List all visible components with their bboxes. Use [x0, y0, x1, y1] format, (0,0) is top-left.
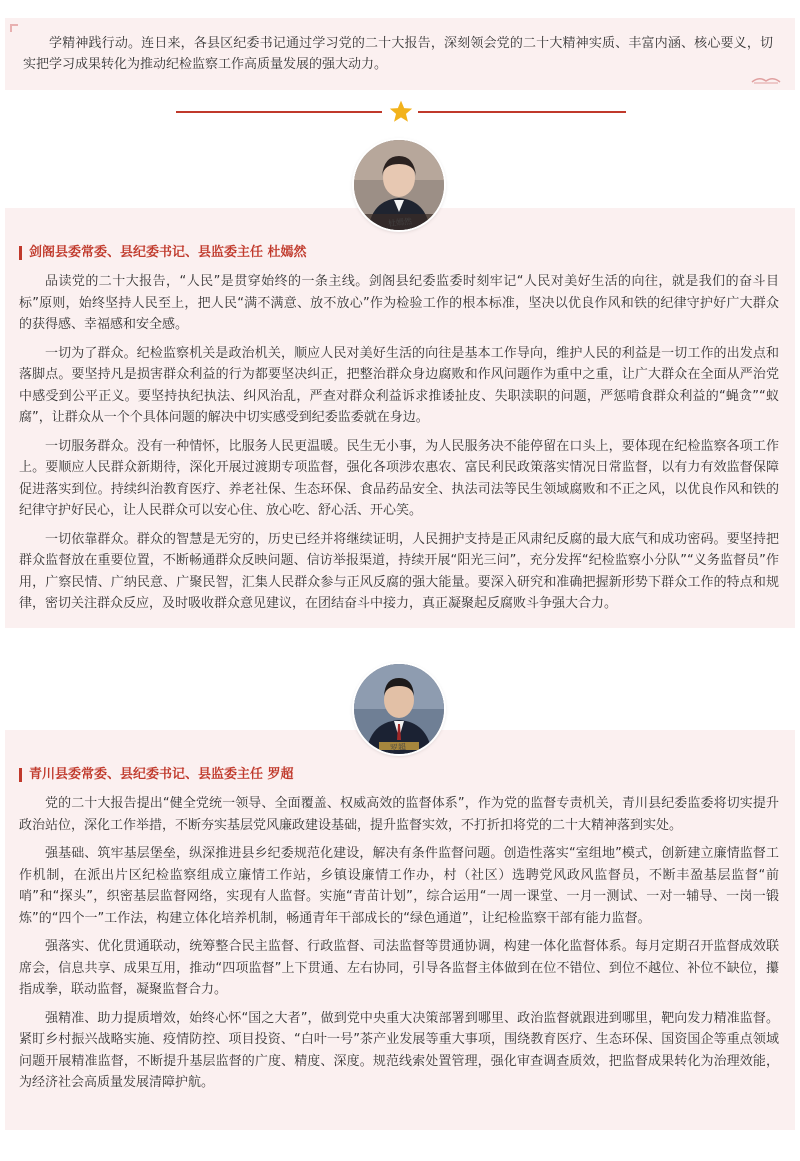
paragraph: 强落实、优化贯通联动，统筹整合民主监督、行政监督、司法监督等贯通协调，构建一体化监督体系。每月定期召开监督成效联席会，信息共享、成果互用，推动“四项监督”上下贯通、左右协同，引导各监督主体做到在位不错位、到位不越位、补位不缺位，攥指成拳，联动监督，凝聚监督合力。 — [19, 939, 779, 997]
divider-right — [418, 111, 626, 113]
section-heading-2: 青川县委常委、县纪委书记、县监委主任 罗超 — [19, 765, 779, 785]
divider-left — [176, 111, 382, 113]
paragraph: 一切依靠群众。群众的智慧是无穷的，历史已经并将继续证明，人民拥护支持是正风肃纪反腐的最大底气和成功密码。要坚持把群众监督放在重要位置，不断畅通群众反映问题、信访举报渠道，持续开展“阳光三问”，充分发挥“纪检监察小分队”“义务监督员”作用，广察民情、广纳民意、广聚民智，汇集人民群众参与正风反腐的强大能量。要深入研究和准确把握新形势下群众工作的特点和规律，密切关注群众反应，及时吸收群众意见建议，在团结奋斗中接力，真正凝聚起反腐败斗争强大合力。 — [19, 531, 779, 611]
intro-text: 学精神践行动。连日来，各县区纪委书记通过学习党的二十大报告，深刻领会党的二十大精神实质、丰富内涵、核心要义，切实把学习成果转化为推动纪检监察工作高质量发展的强大动力。 — [23, 36, 773, 72]
portrait-photo-icon — [354, 664, 444, 754]
signature-1: 杜嫣然 — [387, 216, 413, 229]
paragraph: 品读党的二十大报告，“人民”是贯穿始终的一条主线。剑阁县纪委监委时刻牢记“人民对美好生活的向往，就是我们的奋斗目标”原则，始终坚持人民至上，把人民“满不满意、放不放心”作为检验工作的根本标准，坚决以优良作风和铁的纪律守护好广大群众的获得感、幸福感和安全感。 — [19, 274, 779, 332]
paragraph: 强精准、助力提质增效，始终心怀“国之大者”，做到党中央重大决策部署到哪里、政治监督就跟进到哪里，靶向发力精准监督。紧盯乡村振兴战略实施、疫情防控、项目投资、“白叶一号”茶产业发展等重大事项，围绕教育医疗、生态环保、国资国企等重点领域问题开展精准监督，不断提升基层监督的广度、精度、深度。规范线索处置管理，强化审查调查质效，把监督成果转化为治理效能，为经济社会高质量发展清障护航。 — [19, 1010, 779, 1090]
section-body-1 — [19, 271, 779, 615]
section-card-2 — [5, 730, 795, 1130]
paragraph: 一切服务群众。没有一种情怀，比服务人民更温暖。民生无小事，为人民服务决不能停留在口头上，要体现在纪检监察各项工作上。要顺应人民群众新期待，深化开展过渡期专项监督，强化各项涉农惠农、富民利民政策落实情况日常监督，以有力有效监督保障促进落实到位。持续纠治教育医疗、养老社保、生态环保、食品药品安全、执法司法等民生领域腐败和不正之风，以优良作风和铁的纪律守护好民心，让人民群众可以安心住、放心吃、舒心活、开心笑。 — [19, 438, 779, 518]
paragraph: 一切为了群众。纪检监察机关是政治机关，顺应人民对美好生活的向往是基本工作导向，维护人民的利益是一切工作的出发点和落脚点。要坚持凡是损害群众利益的行为都要坚决纠正，把整治群众身边腐败和作风问题作为重中之重，让广大群众在全面从严治党中感受到公平正义。要坚持执纪执法、纠风治乱，严查对群众利益诉求推诿扯皮、失职渎职的问题，严惩啃食群众利益的“蝇贪”“蚁腐”，让群众从一个个具体问题的解决中切实感受到纪委监委就在身边。 — [19, 345, 779, 425]
paragraph: 党的二十大报告提出“健全党统一领导、全面覆盖、权威高效的监督体系”，作为党的监督专责机关，青川县纪委监委将切实提升政治站位，深化工作举措，不断夯实基层党风廉政建设基础，提升监督实效，不打折扣将党的二十大精神落到实处。 — [19, 796, 779, 833]
book-icon — [751, 72, 781, 84]
signature-2: 罗超 — [389, 742, 407, 753]
star-icon — [388, 99, 414, 125]
paragraph: 强基础、筑牢基层堡垒，纵深推进县乡纪委规范化建设，解决有条件监督问题。创造性落实“室组地”模式，创新建立廉情监督工作机制，在派出片区纪检监察组成立廉情工作站，乡镇设廉情工作办，村（社区）选聘党风政风监督员，不断丰盈基层监督“前哨”和“探头”，织密基层监督网络，实现有人监督。实施“青苗计划”，综合运用“一周一课堂、一月一测试、一对一辅导、一岗一锻炼”的“四个一”工作法，构建立体化培养机制，畅通青年干部成长的“绿色通道”，让纪检监察干部有能力监督。 — [19, 846, 779, 926]
section-card-1 — [5, 208, 795, 628]
section-heading-1: 剑阁县委常委、县纪委书记、县监委主任 杜嫣然 — [19, 243, 779, 263]
section-body-2 — [19, 793, 779, 1094]
avatar-portrait-2 — [354, 664, 444, 754]
intro-box — [5, 18, 795, 90]
